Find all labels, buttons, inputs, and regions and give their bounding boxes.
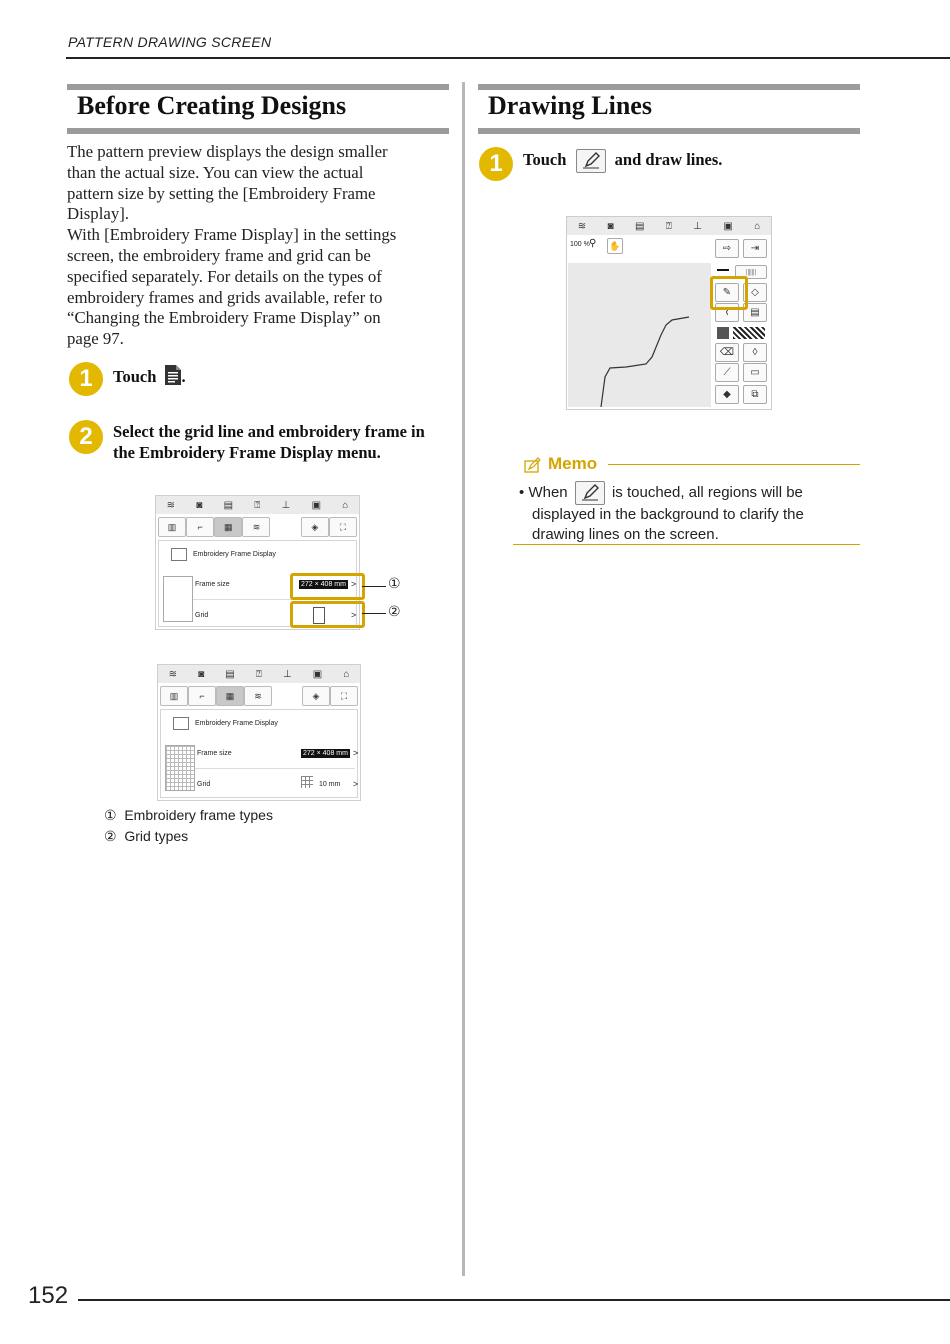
document-icon[interactable]: ▤ xyxy=(225,668,235,680)
document-icon[interactable] xyxy=(164,364,182,386)
footer-rule xyxy=(78,1299,950,1301)
document-icon[interactable]: ▤ xyxy=(223,499,234,511)
intro-line: The pattern preview displays the design smaller xyxy=(67,142,388,161)
region-eraser-icon[interactable]: ◊ xyxy=(743,343,767,362)
tab-book-icon[interactable]: ▥ xyxy=(158,517,186,537)
fill-bucket-icon[interactable]: ◇ xyxy=(743,283,767,302)
help-icon[interactable]: ⍰ xyxy=(665,220,672,232)
drawn-line xyxy=(568,263,711,407)
tab-embroidery-icon[interactable]: ▦ xyxy=(214,517,242,537)
callout-pencil-tool xyxy=(710,276,748,310)
help-icon[interactable]: ⍰ xyxy=(254,499,261,511)
intro-line: than the actual size. You can view the actual xyxy=(67,162,364,182)
frame-size-label: Frame size xyxy=(197,750,232,757)
tab-machine-icon[interactable]: ⌐ xyxy=(186,517,214,537)
camera-icon[interactable]: ◙ xyxy=(607,220,614,232)
lock-icon[interactable]: ▣ xyxy=(311,499,322,511)
screen-top-bar xyxy=(156,496,359,514)
presser-foot-icon[interactable]: ⊥ xyxy=(693,220,702,232)
select-icon[interactable]: ▭ xyxy=(743,363,767,382)
frame-display-panel xyxy=(160,709,358,798)
intro-line: pattern size by setting the [Embroidery Frame xyxy=(67,183,376,203)
presser-foot-icon[interactable]: ⊥ xyxy=(281,499,291,511)
screen-top-bar xyxy=(158,665,360,683)
fill-color-swatch[interactable] xyxy=(717,327,729,339)
panel-title: Embroidery Frame Display xyxy=(193,551,276,558)
pattern-drawing-screen xyxy=(566,216,772,410)
stamp-icon[interactable]: ◆ xyxy=(715,385,739,404)
grid-preview xyxy=(165,745,195,791)
header-rule xyxy=(66,57,950,59)
pencil-icon[interactable] xyxy=(576,149,606,173)
section-title-drawing-lines: Drawing Lines xyxy=(488,91,652,120)
duplicate-icon[interactable]: ⧉ xyxy=(743,385,767,404)
grid-label: Grid xyxy=(197,781,211,788)
section-title-before-creating: Before Creating Designs xyxy=(77,91,347,120)
frame-size-value[interactable]: 272 × 408 mm xyxy=(301,581,346,588)
grid-label: Grid xyxy=(195,612,209,619)
document-icon[interactable]: ▤ xyxy=(634,220,645,232)
tab-frame-icon[interactable]: ⛶ xyxy=(330,686,358,706)
camera-icon[interactable]: ◙ xyxy=(198,668,205,680)
step-number: 1 xyxy=(69,362,103,396)
callout-number-2: ② xyxy=(388,604,401,620)
brush-icon[interactable]: ⌇ xyxy=(715,303,739,322)
intro-line: embroidery frames and grids available, refer to xyxy=(67,287,383,307)
step-number: 1 xyxy=(479,147,513,181)
memo-body: • When is touched, all regions will be displayed in the background to clarify the drawing lines on the screen. xyxy=(519,481,859,544)
chevron-right-icon[interactable]: > xyxy=(351,610,357,620)
tab-machine-icon[interactable]: ⌐ xyxy=(188,686,216,706)
wifi-icon[interactable]: ≋ xyxy=(166,499,176,511)
frame-size-label: Frame size xyxy=(195,581,230,588)
drawing-step-1-instruction: Touch and draw lines. xyxy=(523,149,722,173)
callout-number-1: ① xyxy=(388,576,401,592)
page-number: 152 xyxy=(28,1282,69,1309)
grid-icon[interactable] xyxy=(301,776,313,788)
memo-title: Memo xyxy=(548,454,598,473)
callout-leader-2 xyxy=(362,613,386,614)
step-1-instruction: Touch . xyxy=(113,364,186,388)
chevron-right-icon[interactable]: > xyxy=(351,579,357,589)
intro-line: screen, the embroidery frame and grid can be xyxy=(67,245,371,265)
home-icon[interactable]: ⌂ xyxy=(343,668,350,680)
eyedropper-icon[interactable]: ⟋ xyxy=(715,363,739,382)
section-heading-left xyxy=(67,84,449,134)
step-2-instruction: Select the grid line and embroidery frame in the Embroidery Frame Display menu. xyxy=(113,422,425,462)
callout-frame-size xyxy=(290,573,365,600)
intro-line: page 97. xyxy=(67,329,124,349)
frame-preview xyxy=(163,576,193,622)
chevron-right-icon[interactable]: > xyxy=(353,779,359,789)
grid-value[interactable]: 10 mm xyxy=(319,781,341,788)
memo-rule xyxy=(608,464,860,465)
tab-embroidery-icon[interactable]: ▦ xyxy=(216,686,244,706)
frame-size-value[interactable]: 272 × 408 mm xyxy=(303,750,348,757)
column-divider xyxy=(462,82,465,1276)
fill-pattern-swatch[interactable] xyxy=(733,327,765,339)
intro-line: Display]. xyxy=(67,204,129,224)
frame-display-icon xyxy=(173,717,189,730)
hand-pan-icon[interactable]: ✋ xyxy=(607,238,623,254)
settings-tabs xyxy=(156,515,359,537)
zoom-magnifier-icon[interactable]: ⚲ xyxy=(589,238,597,249)
line-style-icon[interactable]: ||||||| xyxy=(735,265,767,279)
wifi-icon[interactable]: ≋ xyxy=(577,220,587,232)
frame-display-icon xyxy=(171,548,187,561)
presser-foot-icon[interactable]: ⊥ xyxy=(282,668,292,680)
legend-item-2: ② Grid types xyxy=(104,828,189,844)
memo-bullet: • xyxy=(519,483,525,501)
tab-book-icon[interactable]: ▥ xyxy=(160,686,188,706)
intro-line: With [Embroidery Frame Display] in the settings xyxy=(67,225,397,245)
line-eraser-icon[interactable]: ⌫ xyxy=(715,343,739,362)
intro-line: “Changing the Embroidery Frame Display” on xyxy=(67,308,381,328)
stitch-type-icon[interactable]: ▤ xyxy=(743,303,767,322)
panel-title: Embroidery Frame Display xyxy=(195,720,278,727)
legend-item-1: ① Embroidery frame types xyxy=(104,807,273,823)
tab-frame-icon[interactable]: ⛶ xyxy=(329,517,357,537)
section-heading-right xyxy=(478,84,860,134)
callout-leader-1 xyxy=(362,586,386,587)
step-number: 2 xyxy=(69,420,103,454)
drawing-canvas[interactable] xyxy=(568,263,711,407)
intro-paragraph xyxy=(67,142,457,350)
screen-top-bar xyxy=(567,217,771,235)
running-header: PATTERN DRAWING SCREEN xyxy=(68,34,272,50)
callout-grid xyxy=(290,601,365,628)
settings-tabs xyxy=(158,684,360,706)
help-icon[interactable]: ⍰ xyxy=(255,668,262,680)
camera-icon[interactable]: ◙ xyxy=(196,499,203,511)
wifi-icon[interactable]: ≋ xyxy=(168,668,177,680)
lock-icon[interactable]: ▣ xyxy=(723,220,733,232)
tab-tools-icon[interactable]: ◈ xyxy=(301,517,329,537)
tab-wifi-icon[interactable]: ≋ xyxy=(244,686,272,706)
tab-wifi-icon[interactable]: ≋ xyxy=(242,517,270,537)
intro-line: specified separately. For details on the types of xyxy=(67,266,382,286)
export-icon[interactable]: ⇥ xyxy=(743,239,767,258)
home-icon[interactable]: ⌂ xyxy=(754,220,761,232)
tab-tools-icon[interactable]: ◈ xyxy=(302,686,330,706)
lock-icon[interactable]: ▣ xyxy=(312,668,323,680)
chevron-right-icon[interactable]: > xyxy=(353,748,359,758)
memo-icon xyxy=(524,457,542,478)
home-icon[interactable]: ⌂ xyxy=(342,499,349,511)
settings-screen-grid xyxy=(157,664,361,801)
pencil-icon xyxy=(575,481,605,505)
memo-bottom-rule xyxy=(513,544,860,545)
line-width-indicator xyxy=(717,269,729,271)
pencil-tool-icon[interactable]: ✎ xyxy=(715,283,739,302)
zoom-level[interactable]: 100 % xyxy=(570,241,590,248)
import-icon[interactable]: ⇨ xyxy=(715,239,739,258)
